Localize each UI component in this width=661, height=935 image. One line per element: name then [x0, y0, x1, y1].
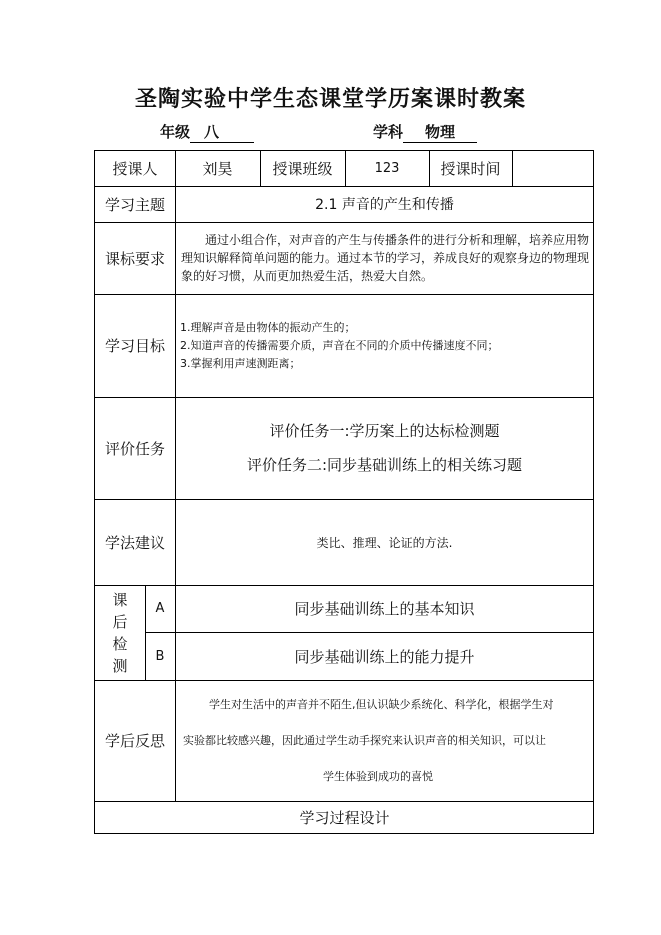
reflection-label: 学后反思 [104, 732, 165, 750]
process-design-heading: 学习过程设计 [299, 809, 390, 827]
grade-value: 八 [190, 121, 254, 143]
topic-value: 2.1 声音的产生和传播 [315, 197, 454, 213]
evaluation-task: 评价任务二:同步基础训练上的相关练习题 [246, 456, 523, 474]
class-value: 123 [374, 161, 400, 176]
after-class-value-b: 同步基础训练上的能力提升 [294, 647, 475, 666]
after-class-key-b: B [155, 648, 165, 664]
grade-field [160, 121, 254, 143]
objective-item: 3.掌握利用声速测距离； [180, 356, 301, 370]
objective-item: 1.理解声音是由物体的振动产生的； [180, 320, 356, 334]
reflection-line: 学生体验到成功的喜悦 [323, 769, 433, 783]
after-class-char: 测 [112, 656, 128, 675]
requirements-text: 通过小组合作，对声音的产生与传播条件的进行分析和理解，培养应用物理知识解释简单问题的能力。通过本节的学习，养成良好的观察身边的物理现象的好习惯，从而更加热爱生活，热爱大自然。 [181, 233, 590, 283]
after-class-label [95, 585, 145, 680]
method-value: 类比、推理、论证的方法. [316, 535, 453, 550]
time-value [512, 151, 594, 186]
requirements-label: 课标要求 [104, 249, 165, 268]
evaluation-label: 评价任务 [104, 439, 165, 458]
after-class-value-a: 同步基础训练上的基本知识 [294, 600, 475, 618]
reflection-text [175, 680, 594, 801]
evaluation-task: 评价任务一:学历案上的达标检测题 [269, 422, 500, 440]
lesson-plan-table [94, 150, 594, 834]
after-class-char: 课 [112, 590, 128, 609]
document-title: 圣陶实验中学生态课堂学历案课时教案 [134, 86, 526, 112]
class-label: 授课班级 [272, 160, 333, 178]
objectives-list [175, 294, 594, 397]
subject-value: 物理 [403, 121, 477, 143]
evaluation-tasks [175, 397, 594, 499]
requirements-cell [175, 222, 594, 294]
teacher-label: 授课人 [112, 160, 158, 178]
reflection-line: 实验都比较感兴趣，因此通过学生动手探究来认识声音的相关知识，可以让 [183, 733, 546, 747]
objective-item: 2.知道声音的传播需要介质，声音在不同的介质中传播速度不同； [180, 338, 499, 352]
method-label: 学法建议 [104, 533, 165, 552]
reflection-line: 学生对生活中的声音并不陌生,但认识缺少系统化、科学化，根据学生对 [209, 697, 554, 711]
time-label: 授课时间 [440, 160, 501, 178]
after-class-key-a: A [155, 601, 165, 616]
subject-field [373, 121, 477, 143]
topic-label: 学习主题 [104, 195, 165, 214]
after-class-char: 后 [112, 612, 128, 631]
grade-label: 年级 [160, 123, 191, 141]
subject-label: 学科 [373, 123, 404, 141]
objectives-label: 学习目标 [104, 337, 165, 355]
teacher-value: 刘昊 [202, 160, 233, 178]
after-class-char: 检 [112, 634, 128, 653]
